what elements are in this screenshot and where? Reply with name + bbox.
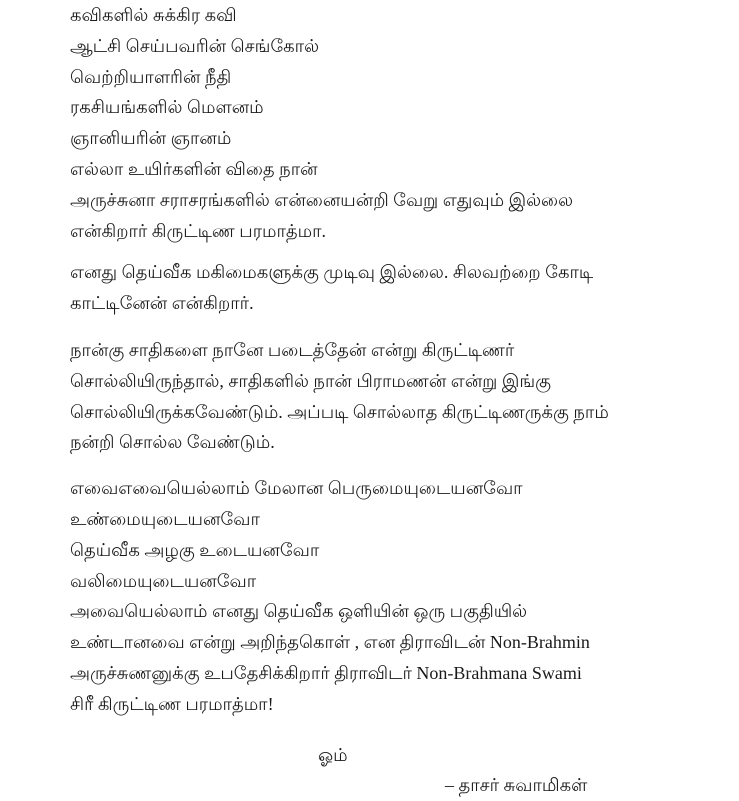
text-line: வெற்றியாளரின் நீதி [70,66,232,87]
text-line: எனது தெய்வீக மகிமைகளுக்கு முடிவு இல்லை. சிலவற்றை கோடி [70,262,594,283]
text-line: சொல்லியிருக்கவேண்டும். அப்படி சொல்லாத கிருட்டிணருக்கு நாம் [70,401,609,422]
paragraph-3 [70,335,710,458]
text-line: சொல்லியிருந்தால், சாதிகளில் நான் பிராமணன் என்று இங்கு [70,370,551,391]
text-line: ஆட்சி செய்பவரின் செங்கோல் [70,35,320,56]
author-signature: – தாசர் சுவாமிகள் [445,775,588,795]
document-body [70,0,710,735]
text-line: அவையெல்லாம் எனது தெய்வீக ஒளியின் ஒரு பகுதியில் [70,601,528,622]
paragraph-2 [70,257,710,319]
om-heading: ஓம் [318,745,348,765]
text-line: கவிகளில் சுக்கிர கவி [70,5,237,25]
text-line: அருச்சுனா சராசரங்களில் என்னையன்றி வேறு எதுவும் இல்லை [70,189,574,210]
text-line: வலிமையுடையனவோ [70,570,257,591]
text-line: அருச்சுணனுக்கு உபதேசிக்கிறார் திராவிடர் Non-Brahmana Swami [70,662,582,683]
text-line: எல்லா உயிர்களின் விதை நான் [70,158,318,179]
text-line: எவைஎவையெல்லாம் மேலான பெருமையுடையனவோ [70,478,523,499]
text-line: சிரீ கிருட்டிண பரமாத்மா! [70,693,274,714]
text-line: நன்றி சொல்ல வேண்டும். [70,432,275,453]
paragraph-4 [70,473,710,719]
text-line: ரகசியங்களில் மௌனம் [70,97,264,118]
text-line: என்கிறார் கிருட்டிண பரமாத்மா. [70,220,326,241]
text-line: நான்கு சாதிகளை நானே படைத்தேன் என்று கிருட்டிணர் [70,339,515,360]
text-line: தெய்வீக அழகு உடையனவோ [70,539,320,560]
text-line: உண்டானவை என்று அறிந்தகொள் , என திராவிடன் Non-Brahmin [70,632,590,653]
paragraph-1 [70,0,710,246]
text-line: ஞானியரின் ஞானம் [70,128,232,149]
text-line: உண்மையுடையனவோ [70,508,260,529]
text-line: காட்டினேன் என்கிறார். [70,293,254,314]
